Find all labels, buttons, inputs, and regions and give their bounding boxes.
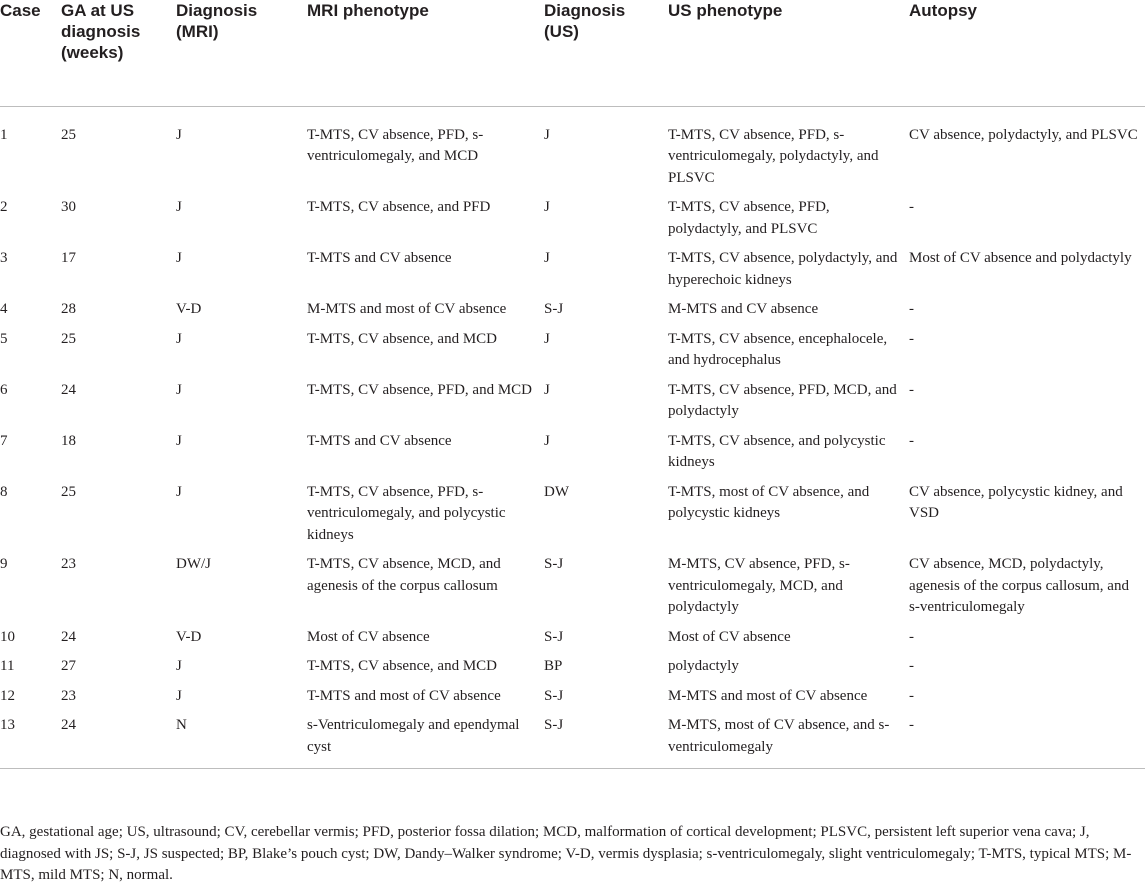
table-row [0,482,1145,555]
cell-diagnosis-mri: V-D [176,628,202,645]
cell-us-phenotype: T-MTS, CV absence, encephalocele, and hydrocephalus [668,330,888,368]
cell-case: 6 [0,381,8,398]
cell-us-phenotype: polydactyly [668,658,739,674]
table-row [0,715,1145,769]
table-row [0,554,1145,627]
cell-ga-at-us-diagnosis: 24 [61,717,76,733]
cell-us-phenotype: T-MTS, CV absence, PFD, polydactyly, and PLSVC [668,199,830,237]
cell-ga-at-us-diagnosis: 23 [61,687,76,704]
table-footnote: GA, gestational age; US, ultrasound; CV, cerebellar vermis; PFD, posterior fossa dilation; MCD, malformation of cortical development; PLSVC, persistent left superior vena cava; J, diagnosed with JS; S-J, JS suspected; BP, Blake’s pouch cyst; DW, Dandy–Walker syndrome; V-D, vermis dysplasia; s-ventriculomegaly, slight ventriculomegaly; T-MTS, typical MTS; M-MTS, mild MTS; N, normal. [0,824,1132,883]
table-row [0,380,1145,431]
cell-diagnosis-us: J [544,432,550,449]
cell-diagnosis-us: DW [544,483,569,500]
cell-case: 13 [0,717,15,733]
cell-diagnosis-mri: J [176,432,182,449]
cell-mri-phenotype: T-MTS and CV absence [307,432,452,449]
cell-mri-phenotype: T-MTS, CV absence, PFD, s-ventriculomegaly, and polycystic kidneys [307,483,506,543]
cell-us-phenotype: T-MTS, CV absence, and polycystic kidneys [668,432,886,470]
cell-autopsy: CV absence, MCD, polydactyly, agenesis of the corpus callosum, and s-ventriculomegaly [909,556,1129,615]
cell-ga-at-us-diagnosis: 18 [61,432,76,449]
cell-case: 11 [0,658,15,674]
cell-ga-at-us-diagnosis: 23 [61,556,76,572]
cell-ga-at-us-diagnosis: 30 [61,199,76,215]
column-header-us-phenotype: US phenotype [668,0,909,106]
cell-case: 12 [0,687,15,704]
column-header-diagnosis-us: Diagnosis (US) [544,0,668,106]
cell-diagnosis-us: S-J [544,687,564,704]
table-row [0,431,1145,482]
cell-autopsy: - [909,658,914,674]
cell-diagnosis-mri: J [176,126,182,143]
cell-mri-phenotype: T-MTS, CV absence, PFD, s-ventriculomegaly, and MCD [307,126,484,164]
cell-case: 2 [0,199,8,215]
cell-diagnosis-us: J [544,199,550,215]
cell-autopsy: - [909,717,914,733]
cell-autopsy: - [909,301,914,317]
cell-case: 1 [0,126,8,143]
cell-mri-phenotype: T-MTS and most of CV absence [307,687,501,704]
cell-mri-phenotype: M-MTS and most of CV absence [307,301,507,317]
cell-case: 9 [0,556,8,572]
cell-diagnosis-mri: V-D [176,301,202,317]
cell-ga-at-us-diagnosis: 17 [61,250,76,266]
column-header-diagnosis-mri: Diagnosis (MRI) [176,0,307,106]
cell-diagnosis-us: J [544,250,550,266]
cell-diagnosis-us: J [544,381,550,398]
cell-us-phenotype: M-MTS, CV absence, PFD, s-ventriculomegaly, MCD, and polydactyly [668,556,850,615]
cell-autopsy: - [909,381,914,398]
column-header-autopsy: Autopsy [909,0,1145,106]
cell-mri-phenotype: s-Ventriculomegaly and ependymal cyst [307,717,520,755]
cell-us-phenotype: T-MTS, most of CV absence, and polycystic kidneys [668,483,870,521]
cell-case: 3 [0,250,8,266]
cell-diagnosis-us: S-J [544,717,564,733]
cell-autopsy: CV absence, polycystic kidney, and VSD [909,483,1123,521]
cell-ga-at-us-diagnosis: 28 [61,301,76,317]
cell-us-phenotype: T-MTS, CV absence, polydactyly, and hyperechoic kidneys [668,250,898,288]
cell-diagnosis-mri: DW/J [176,556,211,572]
cell-us-phenotype: M-MTS and most of CV absence [668,687,868,704]
cell-diagnosis-us: J [544,330,550,347]
cell-mri-phenotype: T-MTS, CV absence, and MCD [307,330,497,347]
table-row [0,329,1145,380]
cell-autopsy: - [909,199,914,215]
table-row [0,197,1145,248]
cell-autopsy: - [909,628,914,645]
cell-diagnosis-mri: J [176,199,182,215]
column-header-case: Case [0,0,61,106]
cell-ga-at-us-diagnosis: 25 [61,330,76,347]
cell-diagnosis-us: S-J [544,301,564,317]
cell-autopsy: - [909,687,914,704]
cell-diagnosis-us: BP [544,658,563,674]
cell-case: 7 [0,432,8,449]
cell-case: 10 [0,628,15,645]
cell-mri-phenotype: T-MTS, CV absence, and PFD [307,199,491,215]
cell-us-phenotype: T-MTS, CV absence, PFD, s-ventriculomegaly, polydactyly, and PLSVC [668,126,879,186]
cell-diagnosis-us: S-J [544,556,564,572]
column-header-mri-phenotype: MRI phenotype [307,0,544,106]
header-row [0,0,1145,106]
cell-case: 4 [0,301,8,317]
table-row [0,627,1145,657]
cell-mri-phenotype: T-MTS and CV absence [307,250,452,266]
cell-diagnosis-mri: J [176,381,182,398]
cell-us-phenotype: T-MTS, CV absence, PFD, MCD, and polydactyly [668,381,897,419]
cell-diagnosis-mri: J [176,687,182,704]
cell-diagnosis-mri: N [176,717,187,733]
cell-mri-phenotype: T-MTS, CV absence, and MCD [307,658,497,674]
cell-mri-phenotype: Most of CV absence [307,628,430,645]
table-row [0,299,1145,329]
column-header-ga-at-us-diagnosis: GA at US diagnosis (weeks) [61,0,176,106]
cell-case: 5 [0,330,8,347]
table-header [0,0,1145,106]
cell-ga-at-us-diagnosis: 24 [61,628,76,645]
cell-autopsy: Most of CV absence and polydactyly [909,250,1132,266]
cell-us-phenotype: M-MTS and CV absence [668,301,819,317]
cell-diagnosis-us: S-J [544,628,564,645]
cell-autopsy: CV absence, polydactyly, and PLSVC [909,126,1138,143]
cell-case: 8 [0,483,8,500]
cell-ga-at-us-diagnosis: 24 [61,381,76,398]
cell-diagnosis-mri: J [176,483,182,500]
cell-diagnosis-mri: J [176,658,182,674]
cell-us-phenotype: Most of CV absence [668,628,791,645]
cell-ga-at-us-diagnosis: 27 [61,658,76,674]
table-row [0,248,1145,299]
cell-diagnosis-mri: J [176,250,182,266]
cell-diagnosis-mri: J [176,330,182,347]
cell-ga-at-us-diagnosis: 25 [61,126,76,143]
cell-us-phenotype: M-MTS, most of CV absence, and s-ventriculomegaly [668,717,890,755]
table-body [0,106,1145,769]
table-row [0,656,1145,686]
cell-autopsy: - [909,330,914,347]
cell-autopsy: - [909,432,914,449]
table-row [0,686,1145,716]
cell-mri-phenotype: T-MTS, CV absence, MCD, and agenesis of the corpus callosum [307,556,501,594]
table-row [0,106,1145,197]
cell-ga-at-us-diagnosis: 25 [61,483,76,500]
cell-mri-phenotype: T-MTS, CV absence, PFD, and MCD [307,381,533,398]
cell-diagnosis-us: J [544,126,550,143]
